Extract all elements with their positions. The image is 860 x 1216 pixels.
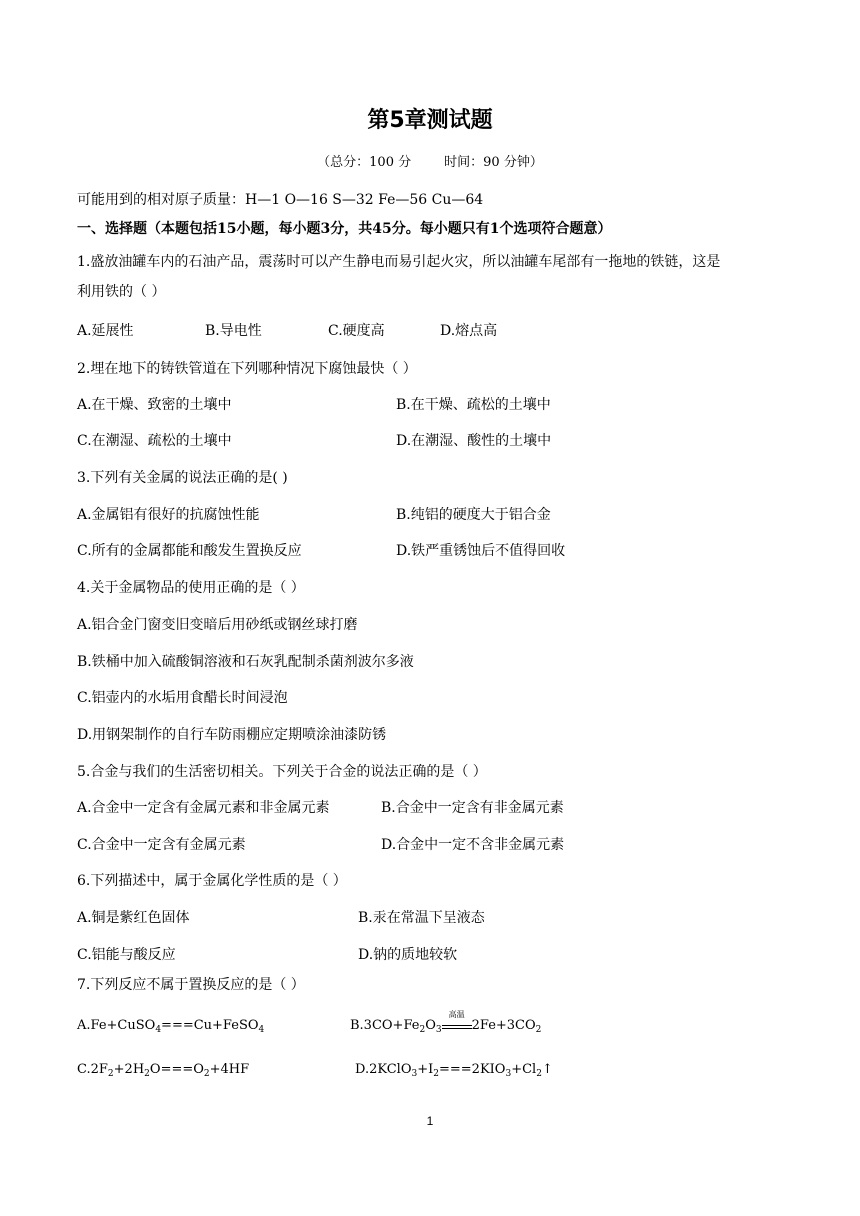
- q4-option-d: D.用钢架制作的自行车防雨棚应定期喷涂油漆防锈: [77, 727, 387, 743]
- q7-option-d: $D.2KClO_3+I_2===2KIO_3+Cl_2↑$: [355, 1062, 553, 1079]
- section-heading: 一、选择题（本题包括15小题，每小题3分，共45分。每小题只有1个选项符合题意）: [77, 221, 612, 237]
- q5-option-b: B.合金中一定含有非金属元素: [381, 800, 564, 816]
- q2-stem: 2.埋在地下的铸铁管道在下列哪种情况下腐蚀最快（ ）: [77, 361, 417, 377]
- q7-option-c: $C.2F_2+2H_2O===O_2+4HF$: [77, 1062, 250, 1079]
- q6-option-c: C.铝能与酸反应: [77, 947, 176, 963]
- q3-option-a: A.金属铝有很好的抗腐蚀性能: [77, 507, 260, 523]
- q2-option-a: A.在干燥、致密的土壤中: [77, 397, 232, 413]
- page-title: 第5章测试题: [367, 108, 493, 133]
- q2-option-c: C.在潮湿、疏松的土壤中: [77, 433, 232, 449]
- score-time-info: （总分：100 分 时间：90 分钟）: [317, 155, 543, 170]
- q6-option-a: A.铜是紫红色固体: [77, 910, 190, 926]
- q4-option-a: A.铝合金门窗变旧变暗后用砂纸或钢丝球打磨: [77, 617, 358, 633]
- q1-stem-line2: 利用铁的（ ）: [77, 284, 166, 300]
- q3-stem: 3.下列有关金属的说法正确的是( ): [77, 470, 288, 486]
- q5-stem: 5.合金与我们的生活密切相关。下列关于合金的说法正确的是（ ）: [77, 764, 487, 780]
- q4-option-b: B.铁桶中加入硫酸铜溶液和石灰乳配制杀菌剂波尔多液: [77, 654, 414, 670]
- q6-stem: 6.下列描述中，属于金属化学性质的是（ ）: [77, 873, 347, 889]
- q7-option-b: $B.3CO+Fe_2O_3$ 高温 $2Fe+3CO_2$: [350, 1009, 542, 1035]
- q2-option-b: B.在干燥、疏松的土壤中: [396, 397, 551, 413]
- reaction-condition-high-temp: 高温: [442, 1019, 472, 1033]
- q1-option-c: C.硬度高: [328, 323, 385, 339]
- q5-option-c: C.合金中一定含有金属元素: [77, 837, 246, 853]
- q1-option-b: B.导电性: [205, 323, 262, 339]
- q5-option-a: A.合金中一定含有金属元素和非金属元素: [77, 800, 330, 816]
- atomic-mass-line: 可能用到的相对原子质量：H—1 O—16 S—32 Fe—56 Cu—64: [77, 192, 484, 208]
- q1-option-d: D.熔点高: [440, 323, 498, 339]
- q3-option-d: D.铁严重锈蚀后不值得回收: [396, 543, 566, 559]
- q7-option-a: A.Fe+CuSO$_4$===Cu+FeSO$_4$: [77, 1018, 265, 1035]
- q4-option-c: C.铝壶内的水垢用食醋长时间浸泡: [77, 690, 288, 706]
- q4-stem: 4.关于金属物品的使用正确的是（ ）: [77, 580, 305, 596]
- q7-stem: 7.下列反应不属于置换反应的是（ ）: [77, 977, 305, 993]
- q5-option-d: D.合金中一定不含非金属元素: [381, 837, 565, 853]
- q3-option-b: B.纯铝的硬度大于铝合金: [396, 507, 551, 523]
- q3-option-c: C.所有的金属都能和酸发生置换反应: [77, 543, 302, 559]
- gas-arrow-icon: ↑: [541, 1062, 553, 1077]
- q6-option-d: D.钠的质地较软: [358, 947, 458, 963]
- q2-option-d: D.在潮湿、酸性的土壤中: [396, 433, 552, 449]
- q1-stem-line1: 1.盛放油罐车内的石油产品，震荡时可以产生静电而易引起火灾，所以油罐车尾部有一拖地的铁链，这是: [77, 254, 721, 270]
- page-number: 1: [426, 1114, 434, 1128]
- q1-option-a: A.延展性: [77, 323, 134, 339]
- q6-option-b: B.汞在常温下呈液态: [358, 910, 485, 926]
